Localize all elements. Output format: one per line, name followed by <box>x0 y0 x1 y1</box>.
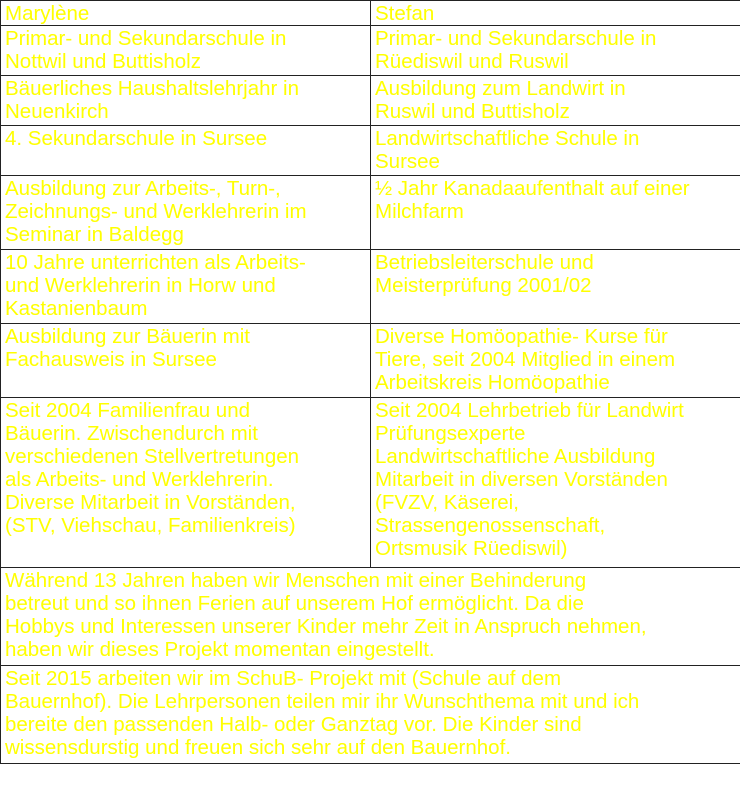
marylene-farmer-certificate: Ausbildung zur Bäuerin mit Fachausweis in Sursee <box>1 324 371 398</box>
names-row <box>1 1 740 26</box>
stefan-farmer-training: Ausbildung zum Landwirt in Ruswil und Buttisholz <box>371 76 740 126</box>
stefan-canada-stay: ½ Jahr Kanadaaufenthalt auf einer Milchfarm <box>371 176 740 250</box>
table-row <box>1 398 740 568</box>
table-row <box>1 76 740 126</box>
shared-schub-project: Seit 2015 arbeiten wir im SchuB- Projekt mit (Schule auf dem Bauernhof). Die Lehrpersonen teilen mir ihr Wunschthema mit und ich bereite den passenden Halb- oder Ganztag vor. Die Kinder sind wissensdurstig und freuen sich sehr auf den Bauernhof. <box>1 666 740 764</box>
marylene-teacher-training: Ausbildung zur Arbeits-, Turn-, Zeichnungs- und Werklehrerin im Seminar in Baldegg <box>1 176 371 250</box>
table-row <box>1 176 740 250</box>
marylene-teaching-years: 10 Jahre unterrichten als Arbeits- und Werklehrerin in Horw und Kastanienbaum <box>1 250 371 324</box>
table-row <box>1 250 740 324</box>
marylene-household-year: Bäuerliches Haushaltslehrjahr in Neuenkirch <box>1 76 371 126</box>
shared-row <box>1 666 740 764</box>
stefan-master-exam: Betriebsleiterschule und Meisterprüfung 2001/02 <box>371 250 740 324</box>
stefan-homeopathy-courses: Diverse Homöopathie- Kurse für Tiere, seit 2004 Mitglied in einem Arbeitskreis Homöopathie <box>371 324 740 398</box>
name-stefan: Stefan <box>371 1 740 26</box>
marylene-since-2004: Seit 2004 Familienfrau und Bäuerin. Zwischendurch mit verschiedenen Stellvertretungen als Arbeits- und Werklehrerin. Diverse Mitarbeit in Vorständen, (STV, Viehschau, Familienkreis) <box>1 398 371 568</box>
table-row <box>1 126 740 176</box>
table-row <box>1 26 740 76</box>
stefan-agricultural-school: Landwirtschaftliche Schule in Sursee <box>371 126 740 176</box>
name-marylene: Marylène <box>1 1 371 26</box>
table-row <box>1 324 740 398</box>
shared-disability-project: Während 13 Jahren haben wir Menschen mit einer Behinderung betreut und so ihnen Ferien auf unserem Hof ermöglicht. Da die Hobbys und Interessen unserer Kinder mehr Zeit in Anspruch nehmen, haben wir dieses Projekt momentan eingestellt. <box>1 568 740 666</box>
marylene-primary-school: Primar- und Sekundarschule in Nottwil und Buttisholz <box>1 26 371 76</box>
stefan-primary-school: Primar- und Sekundarschule in Rüediswil und Ruswil <box>371 26 740 76</box>
stefan-since-2004: Seit 2004 Lehrbetrieb für Landwirt Prüfungsexperte Landwirtschaftliche Ausbildung Mitarbeit in diversen Vorständen (FVZV, Käserei, Strassengenossenschaft, Ortsmusik Rüediswil) <box>371 398 740 568</box>
marylene-secondary-school: 4. Sekundarschule in Sursee <box>1 126 371 176</box>
shared-row <box>1 568 740 666</box>
